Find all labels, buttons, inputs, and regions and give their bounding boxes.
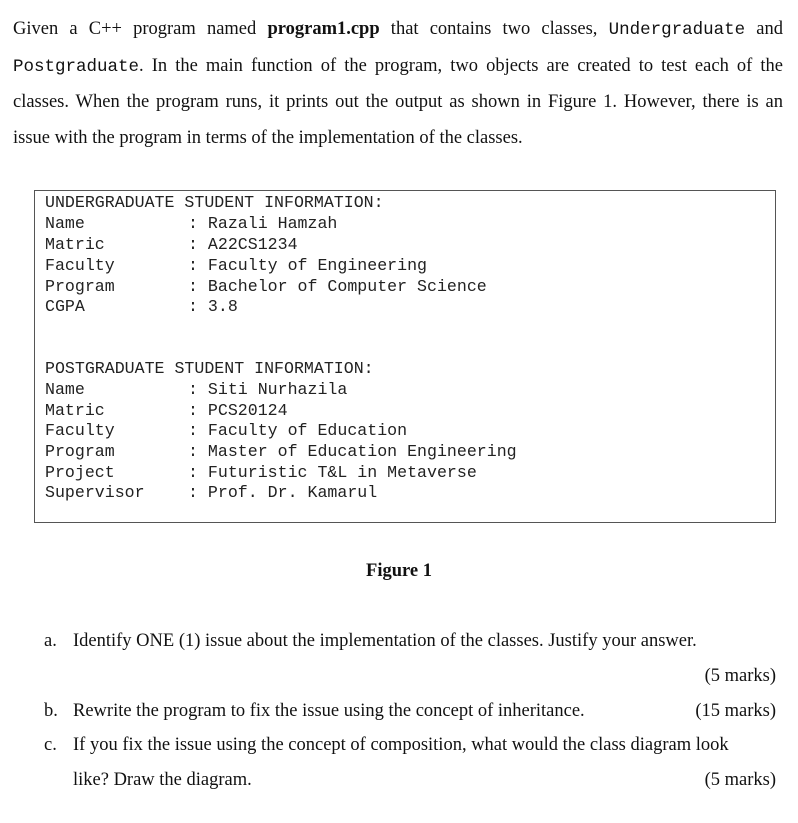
undergrad-heading: UNDERGRADUATE STUDENT INFORMATION:	[45, 193, 384, 212]
undergrad-field-cgpa	[45, 297, 238, 317]
question-letter: b.	[44, 701, 58, 721]
question-text: Rewrite the program to fix the issue using the concept of inheritance.	[73, 701, 585, 721]
field-label: CGPA	[45, 297, 85, 316]
program-filename: program1.cpp	[267, 19, 380, 39]
postgrad-field-project	[45, 463, 477, 483]
intro-text-1: Given a C++ program named	[13, 19, 268, 39]
postgrad-field-supervisor	[45, 483, 377, 503]
question-marks: (15 marks)	[695, 701, 776, 721]
field-label: Project	[45, 463, 115, 482]
undergrad-field-program	[45, 277, 487, 297]
postgrad-field-program	[45, 442, 517, 462]
undergrad-field-matric	[45, 235, 298, 255]
field-label: Name	[45, 214, 85, 233]
field-value: : Faculty of Engineering	[188, 256, 427, 275]
field-label: Faculty	[45, 256, 115, 275]
intro-text-2: that contains two classes,	[379, 19, 609, 39]
field-label: Name	[45, 380, 85, 399]
postgrad-field-matric	[45, 401, 288, 421]
field-value: : PCS20124	[188, 401, 288, 420]
intro-paragraph	[13, 12, 783, 156]
question-text: If you fix the issue using the concept of composition, what would the class diagram look	[73, 735, 729, 755]
intro-text-4: . In the main function of the program, two objects are created to test each of the classes. When the program runs, it prints out the output as shown in Figure 1. However, there is an issue with the program in terms of the implementation of the classes.	[13, 55, 783, 148]
question-marks: (5 marks)	[704, 770, 776, 790]
field-label: Matric	[45, 235, 105, 254]
postgrad-heading: POSTGRADUATE STUDENT INFORMATION:	[45, 359, 374, 378]
question-text-continued: like? Draw the diagram.	[73, 770, 252, 790]
class-name-postgraduate: Postgraduate	[13, 56, 140, 77]
undergrad-field-name	[45, 214, 337, 234]
field-label: Program	[45, 277, 115, 296]
figure-caption: Figure 1	[366, 561, 432, 581]
field-label: Supervisor	[45, 483, 145, 502]
field-label: Program	[45, 442, 115, 461]
field-value: : 3.8	[188, 297, 238, 316]
field-label: Faculty	[45, 421, 115, 440]
field-value: : Prof. Dr. Kamarul	[188, 483, 378, 502]
undergrad-field-faculty	[45, 256, 427, 276]
field-value: : Siti Nurhazila	[188, 380, 348, 399]
question-letter: a.	[44, 631, 57, 651]
field-value: : Master of Education Engineering	[188, 442, 517, 461]
question-letter: c.	[44, 735, 57, 755]
field-label: Matric	[45, 401, 105, 420]
intro-text-3: and	[745, 19, 783, 39]
program-output-box	[34, 190, 776, 523]
postgrad-field-name	[45, 380, 347, 400]
field-value: : Bachelor of Computer Science	[188, 277, 487, 296]
question-text: Identify ONE (1) issue about the implementation of the classes. Justify your answer.	[73, 631, 697, 651]
field-value: : A22CS1234	[188, 235, 298, 254]
question-marks: (5 marks)	[704, 666, 776, 686]
field-value: : Futuristic T&L in Metaverse	[188, 463, 477, 482]
postgrad-field-faculty	[45, 421, 407, 441]
field-value: : Faculty of Education	[188, 421, 408, 440]
field-value: : Razali Hamzah	[188, 214, 338, 233]
class-name-undergraduate: Undergraduate	[608, 20, 746, 40]
